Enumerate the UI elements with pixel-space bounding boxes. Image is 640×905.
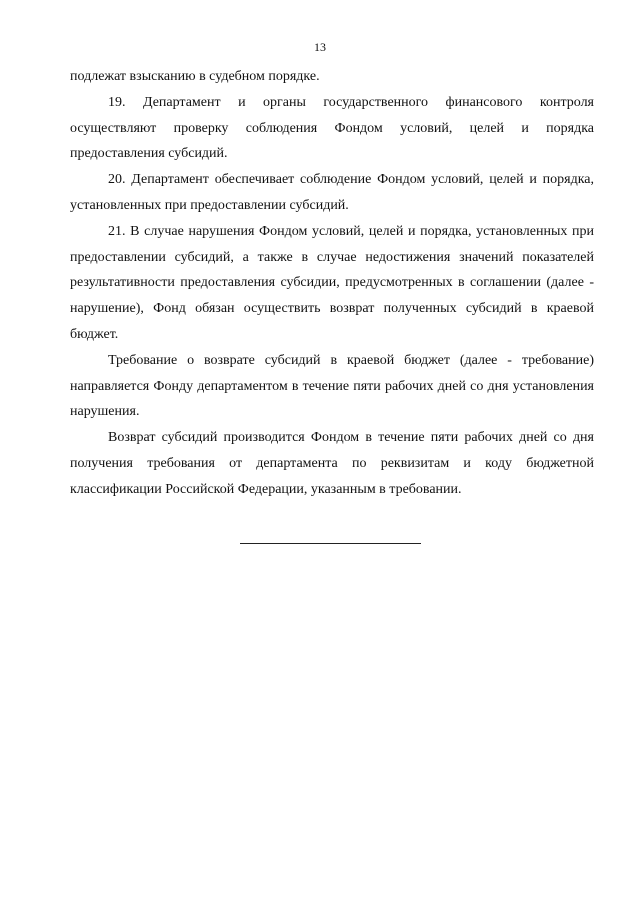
page-number: 13 bbox=[314, 40, 326, 54]
paragraph-requirement: Требование о возврате субсидий в краевой бюджет (далее - требование) направляется Фонду департаментом в течение пяти рабочих дней со дня установления нарушения. bbox=[70, 352, 594, 420]
paragraph-19: 19. Департамент и органы государственного финансового контроля осуществляют проверку соблюдения Фондом условий, целей и порядка предоставления субсидий. bbox=[70, 94, 594, 162]
document-body bbox=[70, 64, 594, 503]
paragraph-refund: Возврат субсидий производится Фондом в течение пяти рабочих дней со дня получения требования от департамента по реквизитам и коду бюджетной классификации Российской Федерации, указанным в требовании. bbox=[70, 430, 594, 497]
paragraph-21: 21. В случае нарушения Фондом условий, целей и порядка, установленных при предоставлении субсидий, а также в случае недостижения значений показателей результативности предоставления субсидии, предусмотренных в соглашении (далее - нарушение), Фонд обязан осуществить возврат полученных субсидий в краевой бюджет. bbox=[70, 223, 594, 342]
end-separator-line bbox=[240, 543, 421, 544]
paragraph-continuation: подлежат взысканию в судебном порядке. bbox=[70, 69, 320, 84]
paragraph-20: 20. Департамент обеспечивает соблюдение Фондом условий, целей и порядка, установленных при предоставлении субсидий. bbox=[70, 172, 594, 213]
